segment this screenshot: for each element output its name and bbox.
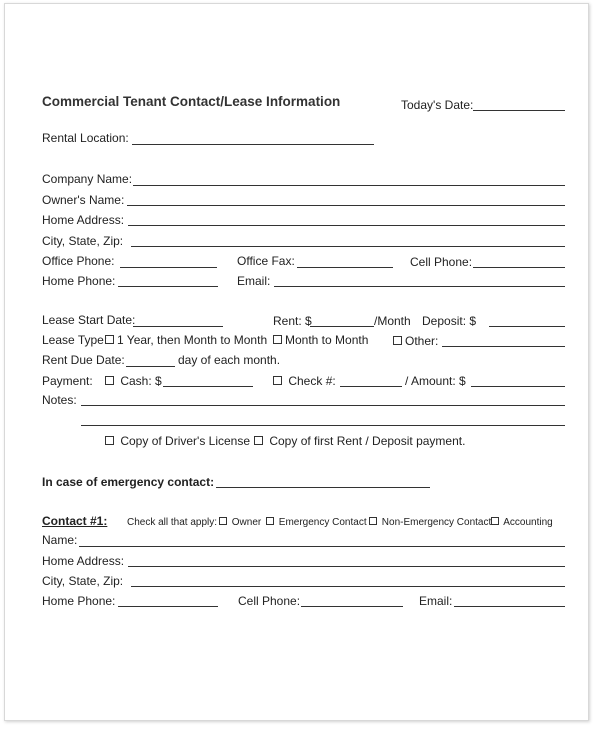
rent-due-date-field[interactable] xyxy=(126,366,175,367)
rent-field[interactable] xyxy=(310,326,374,327)
company-name-field[interactable] xyxy=(133,185,565,186)
checkbox-icon[interactable] xyxy=(105,436,114,445)
checkbox-icon[interactable] xyxy=(266,517,274,525)
contact-type-option[interactable]: Owner xyxy=(219,516,261,530)
home-address-field[interactable] xyxy=(128,225,565,226)
contact-email-field[interactable] xyxy=(454,606,565,607)
payment-label: Payment: xyxy=(42,374,93,388)
drivers-license-copy-option[interactable]: Copy of Driver's License xyxy=(105,434,250,448)
form-page xyxy=(4,3,589,721)
emergency-contact-heading: In case of emergency contact: xyxy=(42,475,215,489)
contact-1-heading: Contact #1: xyxy=(42,514,108,528)
office-fax-field[interactable] xyxy=(297,267,393,268)
check-number-field[interactable] xyxy=(340,386,402,387)
rent-label: Rent: $ xyxy=(273,314,312,328)
notes-label: Notes: xyxy=(42,393,77,407)
cell-phone-field[interactable] xyxy=(473,267,565,268)
checkbox-icon[interactable] xyxy=(273,376,282,385)
city-state-zip-label: City, State, Zip: xyxy=(42,234,124,248)
office-phone-label: Office Phone: xyxy=(42,254,115,268)
contact-home-address-label: Home Address: xyxy=(42,554,125,568)
lease-start-date-field[interactable] xyxy=(133,326,223,327)
contact-name-label: Name: xyxy=(42,533,78,547)
office-fax-label: Office Fax: xyxy=(237,254,295,268)
lease-type-other-field[interactable] xyxy=(442,346,565,347)
rental-location-label: Rental Location: xyxy=(42,131,129,145)
lease-type-label: Lease Type: xyxy=(42,333,108,347)
checkbox-icon[interactable] xyxy=(369,517,377,525)
deposit-label: Deposit: $ xyxy=(422,314,477,328)
city-state-zip-field[interactable] xyxy=(131,246,565,247)
email-label: Email: xyxy=(237,274,271,288)
contact-name-field[interactable] xyxy=(79,546,565,547)
contact-type-option[interactable]: Non-Emergency Contact xyxy=(369,516,491,530)
owners-name-field[interactable] xyxy=(127,205,565,206)
contact-city-state-zip-label: City, State, Zip: xyxy=(42,574,124,588)
contact-cell-phone-label: Cell Phone: xyxy=(238,594,301,608)
checkbox-icon[interactable] xyxy=(105,335,114,344)
cell-phone-label: Cell Phone: xyxy=(410,255,473,269)
email-field[interactable] xyxy=(274,286,565,287)
home-address-label: Home Address: xyxy=(42,213,125,227)
owners-name-label: Owner's Name: xyxy=(42,193,125,207)
home-phone-label: Home Phone: xyxy=(42,274,116,288)
notes-field-line-2[interactable] xyxy=(81,425,565,426)
form-title: Commercial Tenant Contact/Lease Information xyxy=(42,94,341,109)
checkbox-icon[interactable] xyxy=(105,376,114,385)
rental-location-field[interactable] xyxy=(132,144,374,145)
rent-due-date-label: Rent Due Date: xyxy=(42,353,125,367)
checkbox-icon[interactable] xyxy=(254,436,263,445)
amount-label: / Amount: $ xyxy=(405,374,466,388)
todays-date-label: Today's Date: xyxy=(401,98,474,112)
contact-cell-phone-field[interactable] xyxy=(301,606,403,607)
checkbox-icon[interactable] xyxy=(273,335,282,344)
contact-home-phone-field[interactable] xyxy=(118,606,218,607)
contact-home-phone-label: Home Phone: xyxy=(42,594,116,608)
emergency-contact-field[interactable] xyxy=(216,487,430,488)
checkbox-icon[interactable] xyxy=(393,336,402,345)
contact-home-address-field[interactable] xyxy=(128,566,565,567)
rent-due-suffix: day of each month. xyxy=(178,353,281,367)
todays-date-field[interactable] xyxy=(473,110,565,111)
lease-type-option[interactable]: Month to Month xyxy=(273,333,368,347)
contact-type-option[interactable]: Emergency Contact xyxy=(266,516,367,530)
rent-deposit-copy-option[interactable]: Copy of first Rent / Deposit payment. xyxy=(254,434,465,448)
contact-type-option[interactable]: Accounting xyxy=(491,516,553,530)
amount-field[interactable] xyxy=(471,386,565,387)
notes-field-line-1[interactable] xyxy=(81,405,565,406)
contact-city-state-zip-field[interactable] xyxy=(131,586,565,587)
office-phone-field[interactable] xyxy=(120,267,217,268)
contact-email-label: Email: xyxy=(419,594,453,608)
deposit-field[interactable] xyxy=(489,326,565,327)
cash-field[interactable] xyxy=(163,386,253,387)
month-label: /Month xyxy=(374,314,411,328)
lease-start-date-label: Lease Start Date: xyxy=(42,313,136,327)
check-all-label: Check all that apply: xyxy=(127,517,218,528)
home-phone-field[interactable] xyxy=(118,286,218,287)
lease-type-option[interactable]: Other: xyxy=(393,334,438,348)
checkbox-icon[interactable] xyxy=(491,517,499,525)
lease-type-option[interactable]: 1 Year, then Month to Month xyxy=(105,333,267,347)
checkbox-icon[interactable] xyxy=(219,517,227,525)
check-option[interactable]: Check #: xyxy=(273,374,336,388)
company-name-label: Company Name: xyxy=(42,172,133,186)
cash-option[interactable]: Cash: $ xyxy=(105,374,162,388)
